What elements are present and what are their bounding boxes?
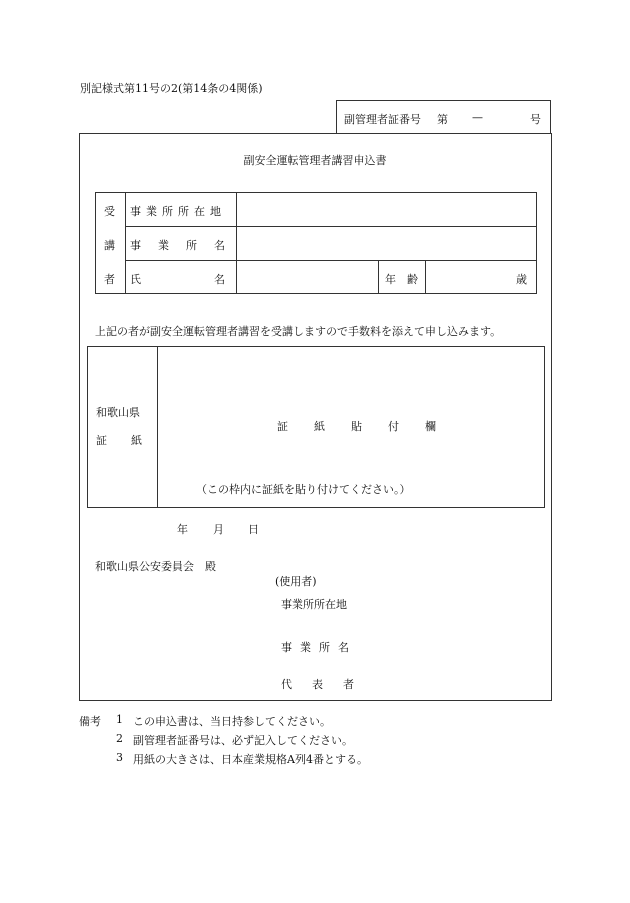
stamp-paste-area[interactable] [159, 348, 543, 506]
cert-number-dai: 第 [437, 113, 448, 126]
stamp-field-label: 証紙貼付欄 [277, 420, 462, 433]
form-label: 別記様式第11号の2(第14条の4関係) [80, 82, 263, 95]
employer-label: (使用者) [275, 575, 317, 588]
date-day: 日 [248, 523, 259, 536]
office-input[interactable] [238, 228, 535, 258]
employer-office-label: 事業所名 [281, 641, 357, 654]
office-label: 事業所名 [130, 239, 242, 252]
name-input[interactable] [238, 262, 376, 292]
side-label-3: 者 [104, 273, 115, 286]
age-input[interactable] [427, 262, 512, 292]
note-2-text: 副管理者証番号は、必ず記入してください。 [133, 734, 353, 747]
stamp-label: 証紙 [96, 434, 166, 447]
employer-rep-label: 代表者 [281, 678, 374, 691]
side-label-2: 講 [104, 239, 115, 252]
statement: 上記の者が副安全運転管理者講習を受講しますので手数料を添えて申し込みます。 [95, 325, 502, 338]
address-input[interactable] [238, 194, 535, 224]
addressee: 和歌山県公安委員会 殿 [95, 560, 216, 573]
applicant-divider [125, 192, 126, 294]
note-2-num: 2 [116, 732, 123, 745]
form-title-text: 副安全運転管理者講習申込書 [243, 154, 387, 167]
stamp-pref-label: 和歌山県 [96, 406, 140, 419]
side-label-1: 受 [104, 205, 115, 218]
cert-number-label: 副管理者証番号 [344, 113, 421, 126]
note-1-text: この申込書は、当日持参してください。 [133, 715, 331, 728]
cert-number-dash: — [472, 111, 483, 124]
employer-address-label: 事業所所在地 [281, 598, 347, 611]
stamp-note: （この枠内に証紙を貼り付けてください。） [196, 483, 411, 496]
note-3-num: 3 [116, 751, 123, 764]
date-year: 年 [177, 523, 188, 536]
note-1-num: 1 [116, 713, 123, 726]
note-3-text: 用紙の大きさは、日本産業規格A列4番とする。 [133, 753, 368, 766]
age-unit: 歳 [516, 273, 527, 286]
cert-number-go: 号 [530, 113, 541, 126]
form-title [0, 152, 630, 168]
notes-prefix: 備考 [79, 715, 101, 728]
name-label: 氏名 [130, 273, 298, 286]
applicant-row-divider-2 [125, 260, 537, 261]
date-month: 月 [213, 523, 224, 536]
address-label: 事業所所在地 [130, 205, 226, 218]
stamp-divider [157, 346, 158, 508]
age-label-left-divider [378, 260, 379, 294]
age-label: 年齢 [385, 273, 429, 286]
applicant-row-divider-1 [125, 226, 537, 227]
